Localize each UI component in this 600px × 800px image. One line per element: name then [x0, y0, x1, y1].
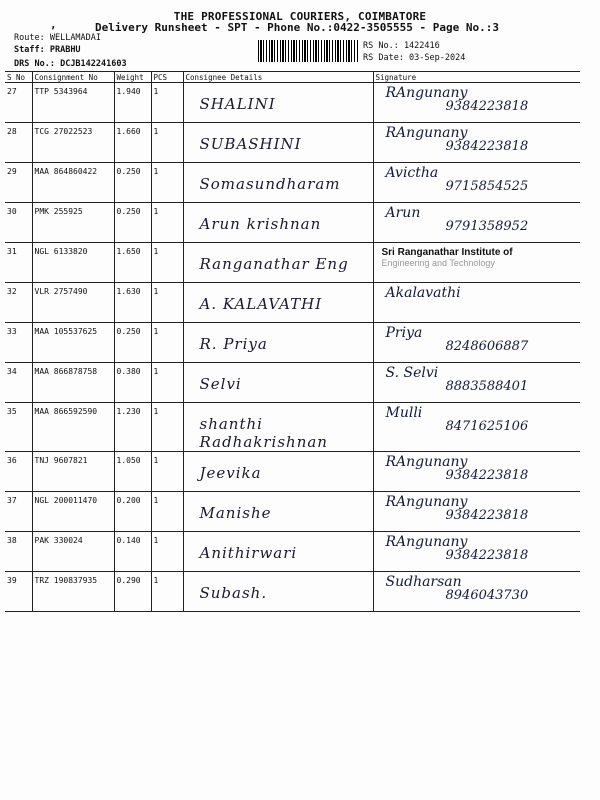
pcs-cell: 1 — [151, 452, 183, 492]
consignment-no-cell: MAA 866592590 — [32, 403, 114, 452]
col-consignee-header: Consignee Details — [183, 72, 373, 83]
signature-name: RAngunany — [385, 534, 468, 550]
pcs-cell: 1 — [151, 323, 183, 363]
signature-cell — [373, 452, 580, 492]
consignee-name: Manishe — [199, 504, 272, 522]
signature-name: RAngunany — [385, 494, 468, 510]
receiver-signature — [376, 207, 579, 233]
consignment-no-cell: MAA 866878758 — [32, 363, 114, 403]
institute-stamp-line2: Engineering and Technology — [381, 258, 495, 268]
table-row — [5, 283, 580, 323]
pcs-cell: 1 — [151, 363, 183, 403]
signature-phone: 8471625106 — [445, 419, 529, 434]
col-weight-header: Weight — [114, 72, 151, 83]
weight-cell: 0.250 — [114, 323, 151, 363]
signature-phone: 9384223818 — [445, 468, 529, 483]
signature-name: Avictha — [385, 165, 439, 181]
receiver-signature — [376, 456, 579, 482]
consignee-name: shanthi Radhakrishnan — [199, 415, 328, 451]
signature-name: Arun — [385, 205, 421, 221]
consignee-name: Selvi — [199, 375, 242, 393]
weight-cell: 1.940 — [114, 83, 151, 123]
consignee-name: Subash. — [199, 584, 268, 602]
receiver-signature — [376, 167, 579, 193]
pcs-cell: 1 — [151, 492, 183, 532]
consignee-name: Ranganathar Eng — [199, 255, 349, 273]
signature-name: S. Selvi — [385, 365, 439, 381]
signature-cell — [373, 492, 580, 532]
sno-cell: 28 — [5, 123, 32, 163]
sno-cell: 34 — [5, 363, 32, 403]
signature-name: RAngunany — [385, 125, 468, 141]
rs-number: RS No.: 1422416 — [363, 41, 440, 51]
sno-cell: 31 — [5, 243, 32, 283]
signature-name: RAngunany — [385, 85, 468, 101]
signature-cell — [373, 123, 580, 163]
header-comma: , — [50, 18, 57, 31]
company-title: THE PROFESSIONAL COURIERS, COIMBATORE — [173, 10, 427, 23]
signature-name: Mulli — [385, 405, 423, 421]
consignee-cell — [183, 83, 373, 123]
col-signature-header: Signature — [373, 72, 580, 83]
signature-cell — [373, 323, 580, 363]
signature-cell — [373, 203, 580, 243]
receiver-signature — [376, 536, 579, 562]
sno-cell: 36 — [5, 452, 32, 492]
consignee-name: SHALINI — [199, 95, 276, 113]
consignment-no-cell: TCG 27022523 — [32, 123, 114, 163]
table-row — [5, 572, 580, 612]
consignment-no-cell: PAK 330024 — [32, 532, 114, 572]
table-row — [5, 123, 580, 163]
consignment-no-cell: TNJ 9607821 — [32, 452, 114, 492]
route-value: WELLAMADAI — [49, 33, 102, 43]
receiver-signature — [376, 327, 579, 353]
consignee-name: Somasundharam — [199, 175, 341, 193]
table-header-row — [5, 72, 580, 83]
signature-cell — [373, 283, 580, 323]
table-row — [5, 492, 580, 532]
drs-value: DCJB142241603 — [60, 59, 127, 69]
pcs-cell: 1 — [151, 123, 183, 163]
consignee-cell — [183, 572, 373, 612]
consignee-cell — [183, 403, 373, 452]
consignment-no-cell: PMK 255925 — [32, 203, 114, 243]
consignee-name: Anithirwari — [199, 544, 298, 562]
sno-cell: 39 — [5, 572, 32, 612]
consignee-name: Arun krishnan — [199, 215, 322, 233]
weight-cell: 0.250 — [114, 203, 151, 243]
table-row — [5, 203, 580, 243]
sno-cell: 32 — [5, 283, 32, 323]
sno-cell: 38 — [5, 532, 32, 572]
table-row — [5, 363, 580, 403]
weight-cell: 0.380 — [114, 363, 151, 403]
staff-line — [14, 45, 81, 55]
pcs-cell: 1 — [151, 283, 183, 323]
pcs-cell: 1 — [151, 572, 183, 612]
sno-cell: 30 — [5, 203, 32, 243]
consignee-name: Jeevika — [199, 464, 262, 482]
col-consignment-header: Consignment No — [32, 72, 114, 83]
pcs-cell: 1 — [151, 243, 183, 283]
weight-cell: 0.200 — [114, 492, 151, 532]
runsheet-table — [5, 71, 580, 612]
weight-cell: 1.050 — [114, 452, 151, 492]
weight-cell: 0.290 — [114, 572, 151, 612]
consignment-no-cell: MAA 864860422 — [32, 163, 114, 203]
consignee-cell — [183, 492, 373, 532]
col-pcs-header: PCS — [151, 72, 183, 83]
staff-value: PRABHU — [49, 45, 81, 55]
signature-phone: 9384223818 — [445, 139, 529, 154]
consignment-no-cell: MAA 105537625 — [32, 323, 114, 363]
signature-phone: 9791358952 — [445, 219, 529, 234]
signature-phone: 8883588401 — [445, 379, 529, 394]
signature-phone: 8248606887 — [445, 339, 529, 354]
consignee-cell — [183, 452, 373, 492]
table-row — [5, 83, 580, 123]
pcs-cell: 1 — [151, 532, 183, 572]
table-row — [5, 243, 580, 283]
barcode — [258, 40, 358, 62]
sno-cell: 35 — [5, 403, 32, 452]
signature-cell — [373, 572, 580, 612]
table-row — [5, 532, 580, 572]
signature-cell — [373, 243, 580, 283]
consignment-no-cell: TRZ 190837935 — [32, 572, 114, 612]
pcs-cell: 1 — [151, 163, 183, 203]
drs-label: DRS No.: — [14, 59, 55, 69]
consignee-cell — [183, 243, 373, 283]
staff-label: Staff: — [14, 45, 45, 55]
runsheet-subtitle: Delivery Runsheet - SPT - Phone No.:0422-3505555 - Page No.:3 — [95, 21, 499, 34]
signature-cell — [373, 363, 580, 403]
route-label: Route: — [14, 33, 45, 43]
consignee-cell — [183, 163, 373, 203]
pcs-cell: 1 — [151, 403, 183, 452]
consignment-no-cell: NGL 6133820 — [32, 243, 114, 283]
receiver-signature — [376, 127, 579, 153]
table-row — [5, 323, 580, 363]
consignee-name: A. KALAVATHI — [199, 295, 323, 313]
signature-name: Priya — [385, 325, 423, 341]
receiver-signature — [376, 407, 579, 433]
sno-cell: 27 — [5, 83, 32, 123]
consignee-cell — [183, 532, 373, 572]
signature-phone: 9384223818 — [445, 548, 529, 563]
signature-cell — [373, 163, 580, 203]
signature-phone: 9384223818 — [445, 99, 529, 114]
weight-cell: 0.250 — [114, 163, 151, 203]
table-row — [5, 403, 580, 452]
weight-cell: 1.630 — [114, 283, 151, 323]
weight-cell: 1.230 — [114, 403, 151, 452]
consignee-cell — [183, 323, 373, 363]
signature-phone: 8946043730 — [445, 588, 529, 603]
sno-cell: 29 — [5, 163, 32, 203]
consignment-no-cell: VLR 2757490 — [32, 283, 114, 323]
consignment-no-cell: TTP 5343964 — [32, 83, 114, 123]
signature-cell — [373, 403, 580, 452]
table-row — [5, 452, 580, 492]
col-sno-header: S No — [5, 72, 32, 83]
receiver-signature — [376, 576, 579, 602]
consignee-cell — [183, 203, 373, 243]
signature-name: RAngunany — [385, 454, 468, 470]
consignee-name: SUBASHINI — [199, 135, 302, 153]
table-row — [5, 163, 580, 203]
receiver-signature — [376, 367, 579, 393]
consignment-no-cell: NGL 200011470 — [32, 492, 114, 532]
pcs-cell: 1 — [151, 83, 183, 123]
consignee-cell — [183, 123, 373, 163]
pcs-cell: 1 — [151, 203, 183, 243]
consignee-cell — [183, 363, 373, 403]
receiver-signature — [376, 496, 579, 522]
institute-stamp: Sri Ranganathar Institute of — [381, 247, 513, 258]
sno-cell: 37 — [5, 492, 32, 532]
signature-cell — [373, 532, 580, 572]
signature-cell — [373, 83, 580, 123]
receiver-signature — [376, 87, 579, 113]
signature-phone: 9384223818 — [445, 508, 529, 523]
drs-line — [14, 59, 127, 69]
receiver-signature — [376, 287, 579, 300]
weight-cell: 1.660 — [114, 123, 151, 163]
consignee-name: R. Priya — [199, 335, 268, 353]
weight-cell: 1.650 — [114, 243, 151, 283]
signature-name: Sudharsan — [385, 574, 462, 590]
route-line — [14, 33, 101, 43]
rs-date: RS Date: 03-Sep-2024 — [363, 53, 466, 63]
consignee-cell — [183, 283, 373, 323]
sno-cell: 33 — [5, 323, 32, 363]
signature-phone: 9715854525 — [445, 179, 529, 194]
weight-cell: 0.140 — [114, 532, 151, 572]
signature-name: Akalavathi — [385, 285, 461, 301]
